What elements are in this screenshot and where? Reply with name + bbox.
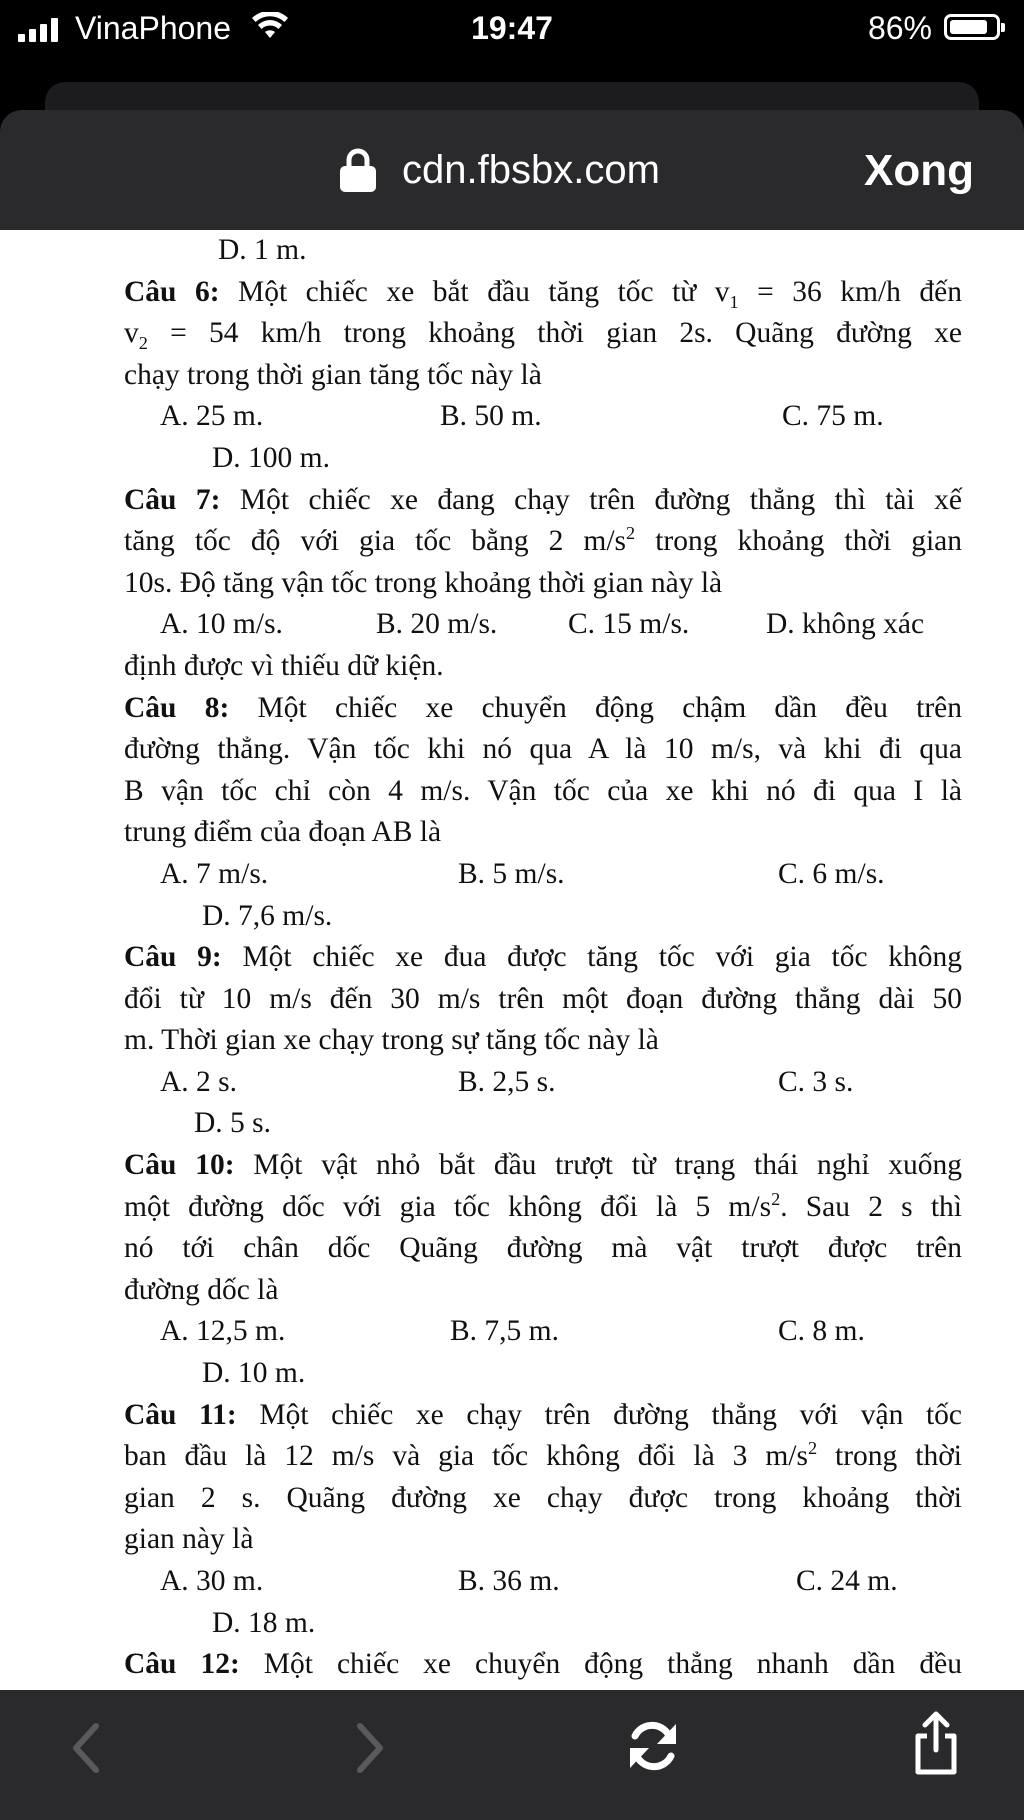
q6-answers — [124, 396, 962, 438]
q9-label: Câu 9: — [124, 941, 222, 974]
q6-line-2: $v_2 = 54$ km/h trong khoảng thời gian 2s. Quãng đường xe — [124, 317, 962, 354]
q10-option-c: C. 8 m. — [778, 1315, 865, 1348]
q8-line-2: đường thẳng. Vận tốc khi nó qua A là 10 m/s, và khi đi qua — [124, 733, 962, 766]
q11-option-a: A. 30 m. — [160, 1565, 264, 1597]
q8-option-a: A. 7 m/s. — [160, 857, 269, 890]
done-button[interactable]: Xong — [864, 146, 974, 195]
q7-option-c: C. 15 m/s. — [568, 608, 690, 641]
q9-option-c: C. 3 s. — [778, 1065, 854, 1098]
q11-line-2: ban đầu là 12 m/s và gia tốc không đổi là 3 $m/s^2$ trong thời — [124, 1438, 962, 1473]
share-icon[interactable] — [912, 1710, 960, 1776]
q10-option-d: D. 10 m. — [202, 1357, 306, 1390]
q8-line-3: B vận tốc chỉ còn 4 m/s. Vận tốc của xe khi nó đi qua I là — [124, 774, 962, 807]
q9-option-d: D. 5 s. — [194, 1107, 272, 1140]
q6-option-a: A. 25 m. — [160, 400, 264, 433]
q8-option-b: B. 5 m/s. — [458, 857, 565, 890]
q10-answers — [124, 1311, 962, 1353]
q8-line-1: Câu 8: Một chiếc xe chuyển động chậm dần đều trên — [124, 691, 962, 724]
browser-toolbar — [0, 1690, 1024, 1820]
q7-option-a: A. 10 m/s. — [160, 608, 283, 641]
q6-line-1: Câu 6: Một chiếc xe bắt đầu tăng tốc từ $v_1 = 36$ km/h đến — [124, 275, 962, 312]
q10-option-b: B. 7,5 m. — [450, 1315, 559, 1348]
q8-option-c: C. 6 m/s. — [778, 857, 885, 890]
carrier-name: VinaPhone — [75, 10, 231, 46]
clock: 19:47 — [471, 10, 553, 46]
q7-label: Câu 7: — [124, 483, 221, 516]
q6-option-b: B. 50 m. — [440, 400, 542, 433]
q12-line-1: Câu 12: Một chiếc xe chuyển động thẳng nhanh dần đều — [124, 1648, 962, 1681]
q9-line-1: Câu 9: Một chiếc xe đua được tăng tốc với gia tốc không — [124, 941, 962, 974]
q11-option-b: B. 36 m. — [458, 1565, 560, 1597]
forward-icon[interactable] — [350, 1718, 390, 1778]
q6-line-3: chạy trong thời gian tăng tốc này là — [124, 358, 542, 391]
q9-answers — [124, 1062, 962, 1104]
q10-line-3: nó tới chân dốc Quãng đường mà vật trượt được trên — [124, 1232, 962, 1265]
q7-line-5: định được vì thiếu dữ kiện. — [124, 649, 444, 682]
q8-option-d: D. 7,6 m/s. — [202, 899, 333, 932]
refresh-icon[interactable] — [624, 1716, 682, 1776]
q9-line-3: m. Thời gian xe chạy trong sự tăng tốc này là — [124, 1024, 659, 1057]
q10-line-2: một đường dốc với gia tốc không đổi là 5 $m/s^2$. Sau 2 s thì — [124, 1188, 962, 1223]
q11-answers — [124, 1561, 962, 1603]
q8-label: Câu 8: — [124, 691, 230, 724]
lock-icon — [340, 148, 376, 192]
q11-line-1: Câu 11: Một chiếc xe chạy trên đường thẳng với vận tốc — [124, 1398, 962, 1431]
back-icon[interactable] — [66, 1718, 106, 1778]
document-viewer[interactable] — [0, 230, 1024, 1690]
battery-icon — [944, 14, 1000, 40]
q10-option-a: A. 12,5 m. — [160, 1315, 286, 1348]
q6-option-d: D. 100 m. — [212, 441, 330, 474]
q7-line-2: tăng tốc độ với gia tốc bằng 2 $m/s^2$ trong khoảng thời gian — [124, 523, 962, 558]
q7-option-b: B. 20 m/s. — [376, 608, 498, 641]
q11-label: Câu 11: — [124, 1398, 237, 1431]
prev-option-d: D. 1 m. — [218, 234, 307, 266]
battery-percentage: 86% — [867, 10, 932, 46]
q6-label: Câu 6: — [124, 275, 220, 308]
q9-option-b: B. 2,5 s. — [458, 1065, 556, 1098]
document-page — [124, 230, 962, 1686]
browser-header — [0, 110, 1024, 230]
q8-answers — [124, 854, 962, 896]
q10-line-4: đường dốc là — [124, 1273, 279, 1306]
q11-line-4: gian này là — [124, 1523, 254, 1556]
status-bar — [0, 0, 1024, 60]
q8-line-4: trung điểm của đoạn AB là — [124, 816, 442, 849]
q7-option-d: D. không xác — [766, 608, 925, 641]
q10-label: Câu 10: — [124, 1149, 235, 1182]
q11-line-3: gian 2 s. Quãng đường xe chạy được trong khoảng thời — [124, 1481, 962, 1514]
q7-line-1: Câu 7: Một chiếc xe đang chạy trên đường thẳng thì tài xế — [124, 483, 962, 516]
q6-option-c: C. 75 m. — [782, 400, 884, 433]
q10-line-1: Câu 10: Một vật nhỏ bắt đầu trượt từ trạng thái nghỉ xuống — [124, 1149, 962, 1182]
q11-option-c: C. 24 m. — [796, 1565, 898, 1597]
q7-answers — [124, 604, 962, 646]
q9-line-2: đổi từ 10 m/s đến 30 m/s trên một đoạn đường thẳng dài 50 — [124, 982, 962, 1015]
url-label[interactable]: cdn.fbsbx.com — [402, 148, 660, 192]
q12-label: Câu 12: — [124, 1648, 240, 1681]
q11-option-d: D. 18 m. — [212, 1606, 316, 1639]
q7-line-3: 10s. Độ tăng vận tốc trong khoảng thời gian này là — [124, 566, 723, 599]
q9-option-a: A. 2 s. — [160, 1065, 238, 1098]
